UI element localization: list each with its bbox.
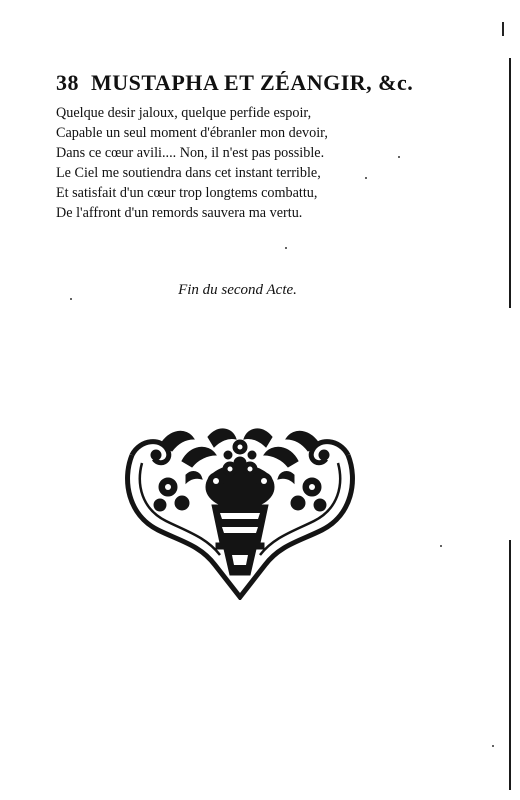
verse-line: Le Ciel me soutiendra dans cet instant terrible, <box>56 165 321 181</box>
running-head <box>56 70 476 96</box>
ink-speck <box>365 177 367 179</box>
verse-line: Quelque desir jaloux, quelque perfide espoir, <box>56 105 312 121</box>
verse-line: De l'affront d'un remords sauvera ma vertu. <box>56 205 303 221</box>
running-title: MUSTAPHA ET ZÉANGIR, &c. <box>91 70 414 95</box>
verse-line: Capable un seul moment d'ébranler mon devoir, <box>56 125 328 141</box>
page-edge-line-lower <box>509 540 511 790</box>
ink-speck <box>492 745 494 747</box>
verse-line: Et satisfait d'un cœur trop longtems combattu, <box>56 185 318 201</box>
edge-mark <box>502 22 504 36</box>
floral-basket-vignette-icon <box>120 425 360 600</box>
act-end-line: Fin du second Acte. <box>178 282 297 298</box>
page-edge-line <box>509 58 511 308</box>
ink-speck <box>440 545 442 547</box>
ink-speck <box>398 156 400 158</box>
ink-speck <box>285 247 287 249</box>
page-number: 38 <box>56 70 79 95</box>
verse-block <box>56 103 416 223</box>
verse-line: Dans ce cœur avili.... Non, il n'est pas possible. <box>56 145 325 161</box>
